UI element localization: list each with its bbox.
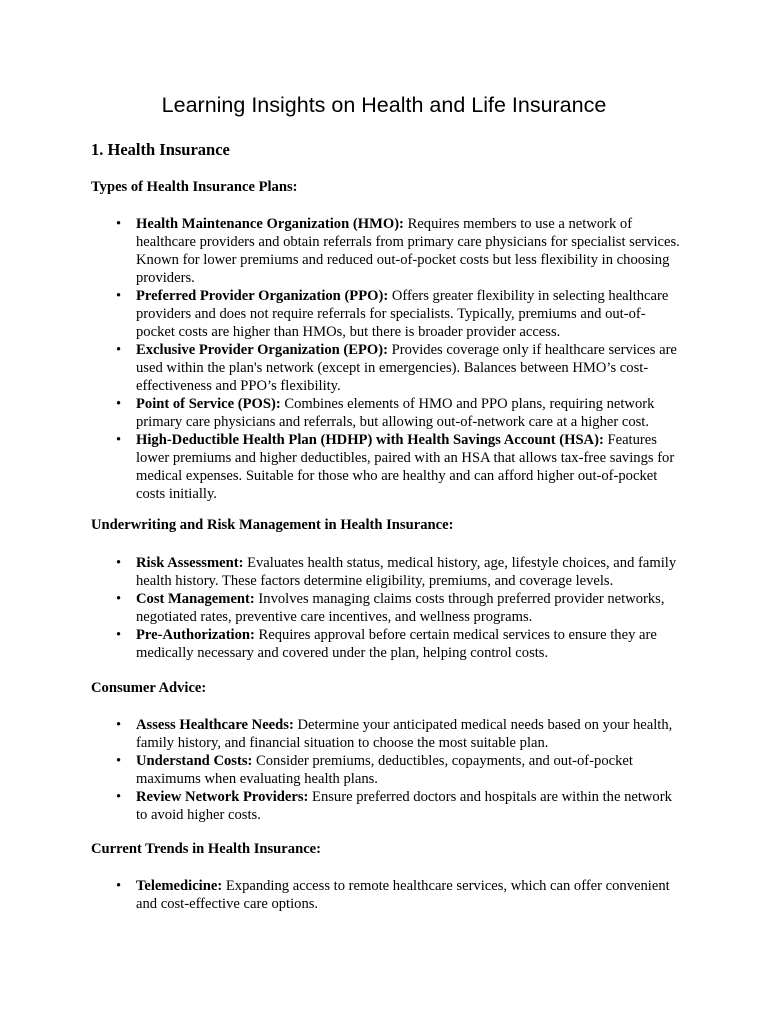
list-item <box>91 395 681 431</box>
item-text: Provides coverage only if healthcare services are used within the plan's network (except in emergencies). Balances between HMO’s cost-effectiveness and PPO’s flexibility. <box>136 342 677 394</box>
item-term: High-Deductible Health Plan (HDHP) with Health Savings Account (HSA): <box>136 432 604 448</box>
subheading-current-trends: Current Trends in Health Insurance: <box>91 841 322 857</box>
section-heading-health-insurance: 1. Health Insurance <box>91 140 230 159</box>
item-text: Ensure preferred doctors and hospitals are within the network to avoid higher costs. <box>136 789 672 823</box>
subheading-underwriting: Underwriting and Risk Management in Health Insurance: <box>91 517 454 533</box>
item-text: Evaluates health status, medical history, age, lifestyle choices, and family health history. These factors determine eligibility, premiums, and coverage levels. <box>136 555 677 589</box>
item-term: Telemedicine: <box>136 878 223 894</box>
item-term: Pre-Authorization: <box>136 627 255 643</box>
item-term: Understand Costs: <box>136 753 253 769</box>
document-title: Learning Insights on Health and Life Insurance <box>161 93 607 117</box>
list-item <box>91 287 681 341</box>
list-item <box>91 752 681 788</box>
subheading-plan-types: Types of Health Insurance Plans: <box>91 179 298 195</box>
subheading-consumer-advice: Consumer Advice: <box>91 680 207 696</box>
list-item <box>91 877 681 913</box>
list-item <box>91 626 681 662</box>
item-term: Review Network Providers: <box>136 789 309 805</box>
item-term: Assess Healthcare Needs: <box>136 717 294 733</box>
list-item <box>91 554 681 590</box>
item-term: Point of Service (POS): <box>136 396 281 412</box>
consumer-advice-list <box>91 716 681 824</box>
item-text: Requires approval before certain medical services to ensure they are medically necessary and covered under the plan, helping control costs. <box>136 627 657 661</box>
item-text: Determine your anticipated medical needs based on your health, family history, and financial situation to choose the most suitable plan. <box>136 717 673 751</box>
item-text: Features lower premiums and higher deductibles, paired with an HSA that allows tax-free savings for medical expenses. Suitable for those who are healthy and can afford higher out-of-pocket costs initially. <box>136 432 675 502</box>
item-term: Exclusive Provider Organization (EPO): <box>136 342 388 358</box>
item-text: Requires members to use a network of healthcare providers and obtain referrals from primary care physicians for specialist services. Known for lower premiums and reduced out-of-pocket costs but less flexibility in choosing providers. <box>136 216 680 286</box>
item-term: Preferred Provider Organization (PPO): <box>136 288 389 304</box>
list-item <box>91 431 681 503</box>
list-item <box>91 215 681 287</box>
item-text: Offers greater flexibility in selecting healthcare providers and does not require referrals for specialists. Typically, premiums and out-of-pocket costs are higher than HMOs, but there is broader provider access. <box>136 288 669 340</box>
list-item <box>91 788 681 824</box>
item-term: Risk Assessment: <box>136 555 244 571</box>
item-text: Involves managing claims costs through preferred provider networks, negotiated rates, preventive care incentives, and wellness programs. <box>136 591 665 625</box>
underwriting-list <box>91 554 681 662</box>
item-text: Consider premiums, deductibles, copayments, and out-of-pocket maximums when evaluating health plans. <box>136 753 633 787</box>
item-term: Cost Management: <box>136 591 255 607</box>
item-term: Health Maintenance Organization (HMO): <box>136 216 404 232</box>
list-item <box>91 590 681 626</box>
item-text: Combines elements of HMO and PPO plans, requiring network primary care physicians and referrals, but allowing out-of-network care at a higher cost. <box>136 396 655 430</box>
list-item <box>91 716 681 752</box>
list-item <box>91 341 681 395</box>
plan-types-list <box>91 215 681 503</box>
current-trends-list <box>91 877 681 913</box>
item-text: Expanding access to remote healthcare services, which can offer convenient and cost-effective care options. <box>136 878 670 912</box>
